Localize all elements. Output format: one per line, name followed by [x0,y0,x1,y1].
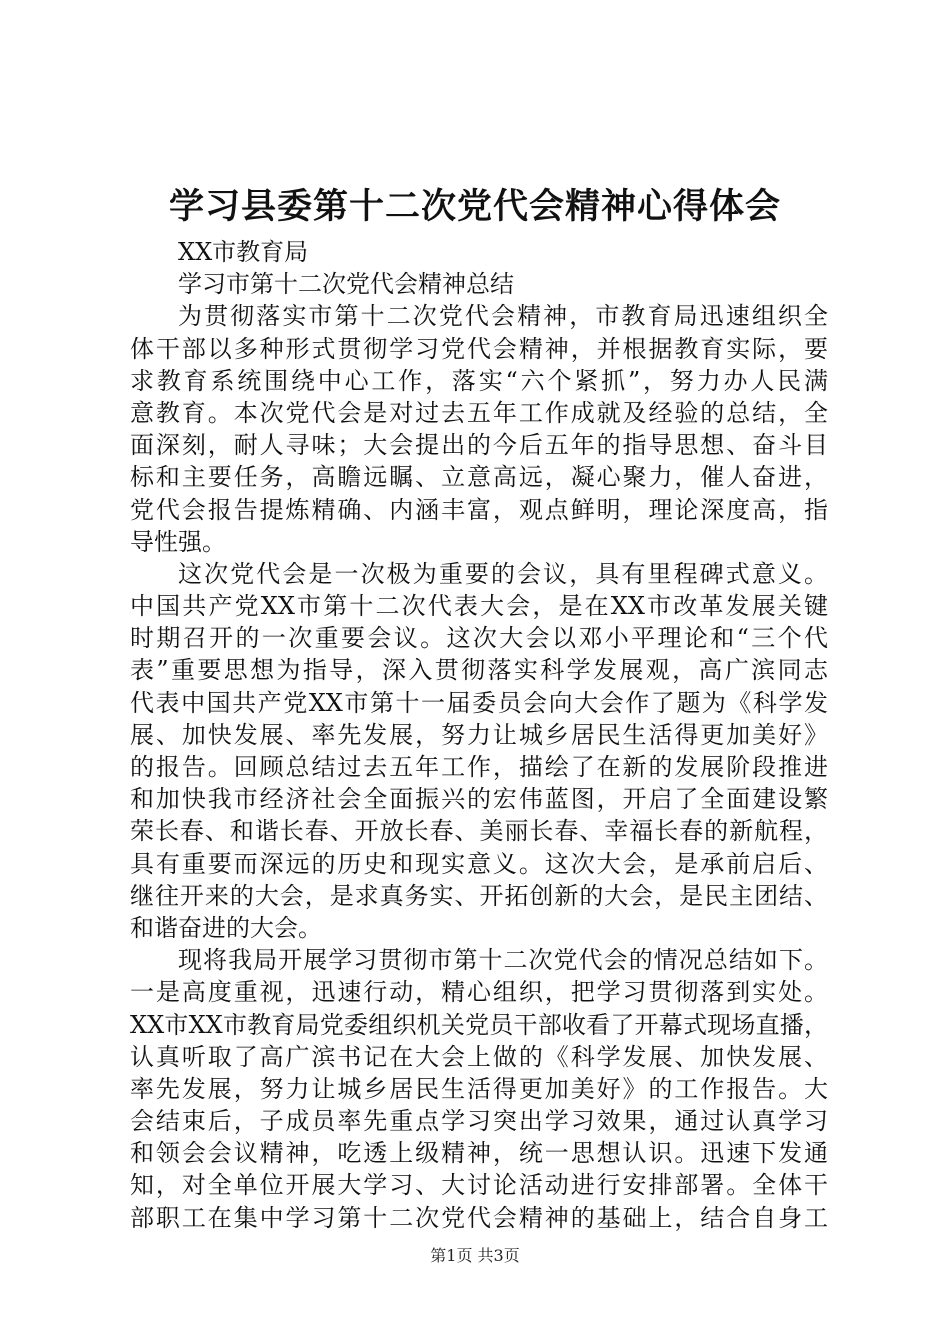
text-line: 知，对全单位开展大学习、大讨论活动进行安排部署。全体干 [130,1171,828,1200]
text-line: 表”重要思想为指导，深入贯彻落实科学发展观，高广滨同志 [130,656,828,685]
document-title: 学习县委第十二次党代会精神心得体会 [168,186,781,227]
text-line: 学习市第十二次党代会精神总结 [178,270,514,299]
text-line: 荣长春、和谐长春、开放长春、美丽长春、幸福长春的新航程， [130,817,828,846]
text-line: 导性强。 [130,527,226,556]
text-line: 部职工在集中学习第十二次党代会精神的基础上，结合自身工 [130,1203,828,1232]
text-line: 一是高度重视，迅速行动，精心组织，把学习贯彻落到实处。 [130,978,828,1007]
text-line: 的报告。回顾总结过去五年工作，描绘了在新的发展阶段推进 [130,753,828,781]
text-line: 具有重要而深远的历史和现实意义。这次大会，是承前启后、 [130,849,828,878]
text-line: 为贯彻落实市第十二次党代会精神，市教育局迅速组织全 [178,302,828,331]
text-line: 面深刻，耐人寻味；大会提出的今后五年的指导思想、奋斗目 [130,431,828,460]
text-line: 代表中国共产党XX市第十一届委员会向大会作了题为《科学发 [130,688,828,717]
text-line: XX市教育局 [178,238,309,266]
text-line: 会结束后，子成员率先重点学习突出学习效果，通过认真学习 [130,1107,828,1136]
document-body [130,236,828,1234]
text-line: 和加快我市经济社会全面振兴的宏伟蓝图，开启了全面建设繁 [130,785,828,814]
page-indicator: 第1页 共3页 [430,1246,520,1265]
text-line: 和谐奋进的大会。 [130,913,322,942]
text-line: 认真听取了高广滨书记在大会上做的《科学发展、加快发展、 [130,1042,828,1071]
text-line: 继往开来的大会，是求真务实、开拓创新的大会，是民主团结、 [130,881,828,910]
text-line: 时期召开的一次重要会议。这次大会以邓小平理论和“三个代 [130,624,828,653]
text-line: 中国共产党XX市第十二次代表大会，是在XX市改革发展关键 [130,592,828,621]
text-line: 现将我局开展学习贯彻市第十二次党代会的情况总结如下。 [178,946,828,975]
text-line: 标和主要任务，高瞻远瞩、立意高远，凝心聚力，催人奋进， [130,463,828,492]
text-line: 体干部以多种形式贯彻学习党代会精神，并根据教育实际，要 [130,334,828,363]
text-line: 展、加快发展、率先发展，努力让城乡居民生活得更加美好》 [130,720,828,749]
text-line: 率先发展，努力让城乡居民生活得更加美好》的工作报告。大 [130,1074,828,1103]
text-line: 党代会报告提炼精确、内涵丰富，观点鲜明，理论深度高，指 [130,495,828,524]
text-line: XX市XX市教育局党委组织机关党员干部收看了开幕式现场直播， [130,1010,828,1039]
text-line: 这次党代会是一次极为重要的会议，具有里程碑式意义。 [178,559,828,588]
text-line: 和领会会议精神，吃透上级精神，统一思想认识。迅速下发通 [130,1139,828,1168]
text-line: 意教育。本次党代会是对过去五年工作成就及经验的总结，全 [130,398,828,427]
text-line: 求教育系统围绕中心工作，落实“六个紧抓”，努力办人民满 [130,366,828,395]
